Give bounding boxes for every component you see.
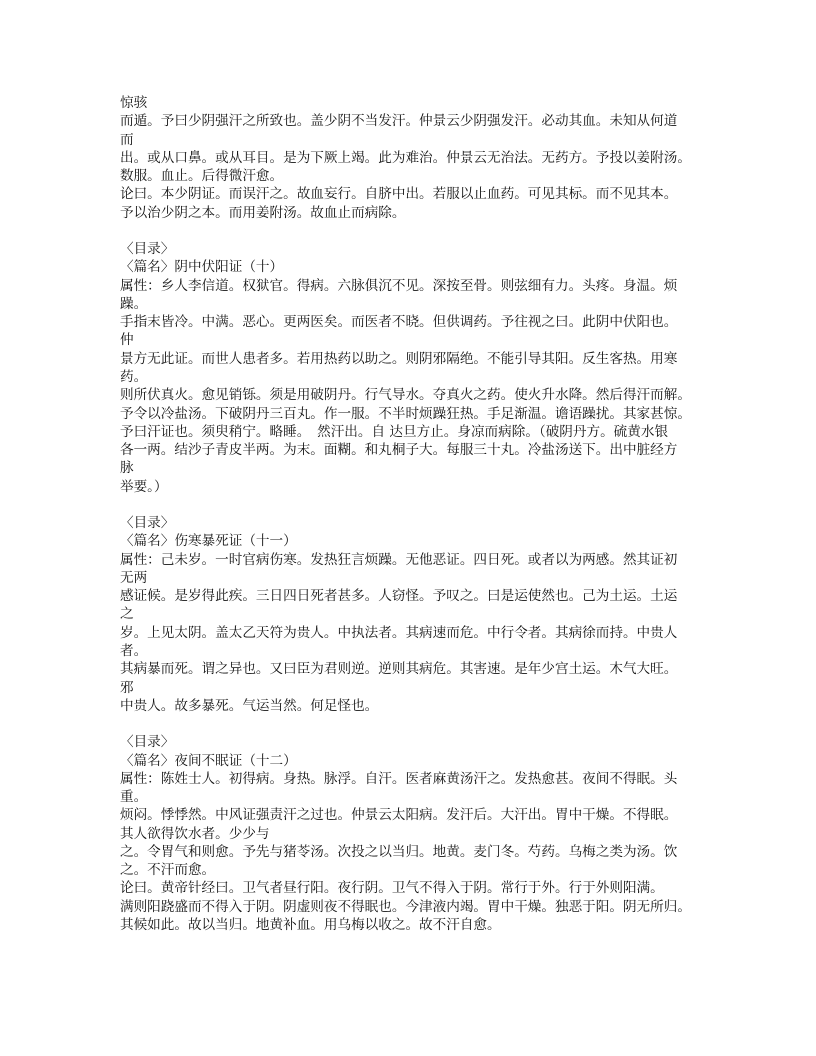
text-line: 举要。） (120, 478, 168, 495)
text-line: 躁。 (120, 295, 148, 312)
text-line: 之 (120, 606, 134, 623)
toc-link[interactable]: 〈目录〉 (120, 734, 175, 751)
text-line: 而 (120, 131, 134, 148)
text-line: 而遁。予曰少阴强汗之所致也。盖少阴不当发汗。仲景云少阴强发汗。必动其血。未知从何道 (120, 113, 678, 130)
blank-line (120, 715, 720, 733)
text-line: 仲 (120, 332, 134, 349)
chapter-title: 〈篇名〉伤寒暴死证（十一） (120, 533, 297, 550)
text-line: 予令以冷盐汤。下破阴丹三百丸。作一服。不半时烦躁狂热。手足渐温。谵语躁扰。其家甚惊。 (120, 405, 691, 422)
text-line: 之。不汗而愈。 (120, 862, 216, 879)
text-line: 属性：乡人李信道。权狱官。得病。六脉俱沉不见。深按至骨。则弦细有力。头疼。身温。烦 (120, 277, 678, 294)
text-line: 则所伏真火。愈见销铄。须是用破阴丹。行气导水。夺真火之药。使火升水降。然后得汗而解。 (120, 387, 691, 404)
text-line: 感证候。是岁得此疾。三日四日死者甚多。人窃怪。予叹之。曰是运使然也。己为土运。土运 (120, 588, 678, 605)
text-line: 出。或从口鼻。或从耳目。是为下厥上竭。此为难治。仲景云无治法。无药方。予投以姜附汤。 (120, 149, 691, 166)
text-line: 岁。上见太阴。盖太乙天符为贵人。中执法者。其病速而危。中行令者。其病徐而持。中贵人 (120, 624, 678, 641)
blank-line (120, 496, 720, 514)
text-line: 烦闷。悸悸然。中风证强责汗之过也。仲景云太阳病。发汗后。大汗出。胃中干燥。不得眠。 (120, 807, 678, 824)
text-line: 满则阳跷盛而不得入于阴。阴虚则夜不得眠也。今津液内竭。胃中干燥。独恶于阳。阴无所归。 (120, 898, 691, 915)
text-line: 予以治少阴之本。而用姜附汤。故血止而病除。 (120, 204, 406, 221)
text-line: 无两 (120, 569, 148, 586)
text-line: 其病暴而死。谓之异也。又曰臣为君则逆。逆则其病危。其害速。是年少宫土运。木气大旺。 (120, 661, 678, 678)
text-line: 邪 (120, 679, 134, 696)
text-line: 者。 (120, 642, 148, 659)
text-line: 惊骇 (120, 95, 148, 111)
toc-link[interactable]: 〈目录〉 (120, 515, 175, 532)
text-line: 重。 (120, 789, 148, 806)
chapter-title: 〈篇名〉阴中伏阳证（十） (120, 259, 284, 276)
text-line: 手指末皆冷。中满。恶心。更两医矣。而医者不晓。但供调药。予往视之曰。此阴中伏阳也。 (120, 314, 678, 331)
document-page (120, 94, 720, 934)
text-line: 各一两。结沙子青皮半两。为末。面糊。和丸桐子大。每服三十丸。冷盐汤送下。出中脏经方 (120, 442, 678, 459)
text-line: 属性：己未岁。一时官病伤寒。发热狂言烦躁。无他恶证。四日死。或者以为两感。然其证初 (120, 551, 678, 568)
text-line: 其候如此。故以当归。地黄补血。用乌梅以收之。故不汗自愈。 (120, 916, 501, 933)
text-line: 数服。血止。后得微汗愈。 (120, 168, 284, 185)
text-line: 予曰汗证也。须臾稍宁。略睡。 然汗出。自 达旦方止。身凉而病除。（破阴丹方。硫黄水银 (120, 423, 669, 440)
text-line: 之。令胃气和则愈。予先与猪苓汤。次投之以当归。地黄。麦门冬。芍药。乌梅之类为汤。饮 (120, 843, 678, 860)
blank-line (120, 222, 720, 240)
text-line: 论曰。本少阴证。而误汗之。故血妄行。自脐中出。若服以止血药。可见其标。而不见其本。 (120, 186, 678, 203)
text-line: 其人欲得饮水者。少少与 (120, 825, 270, 842)
text-line: 属性：陈姓士人。初得病。身热。脉浮。自汗。医者麻黄汤汗之。发热愈甚。夜间不得眠。头 (120, 770, 678, 787)
text-line: 药。 (120, 368, 148, 385)
text-line: 论曰。黄帝针经曰。卫气者昼行阳。夜行阴。卫气不得入于阴。常行于外。行于外则阳满。 (120, 880, 664, 897)
text-line: 景方无此证。而世人患者多。若用热药以助之。则阴邪隔绝。不能引导其阳。反生客热。用寒 (120, 350, 678, 367)
text-line: 中贵人。故多暴死。气运当然。何足怪也。 (120, 697, 379, 714)
chapter-title: 〈篇名〉夜间不眠证（十二） (120, 752, 297, 769)
toc-link[interactable]: 〈目录〉 (120, 241, 175, 258)
text-line: 脉 (120, 460, 134, 477)
